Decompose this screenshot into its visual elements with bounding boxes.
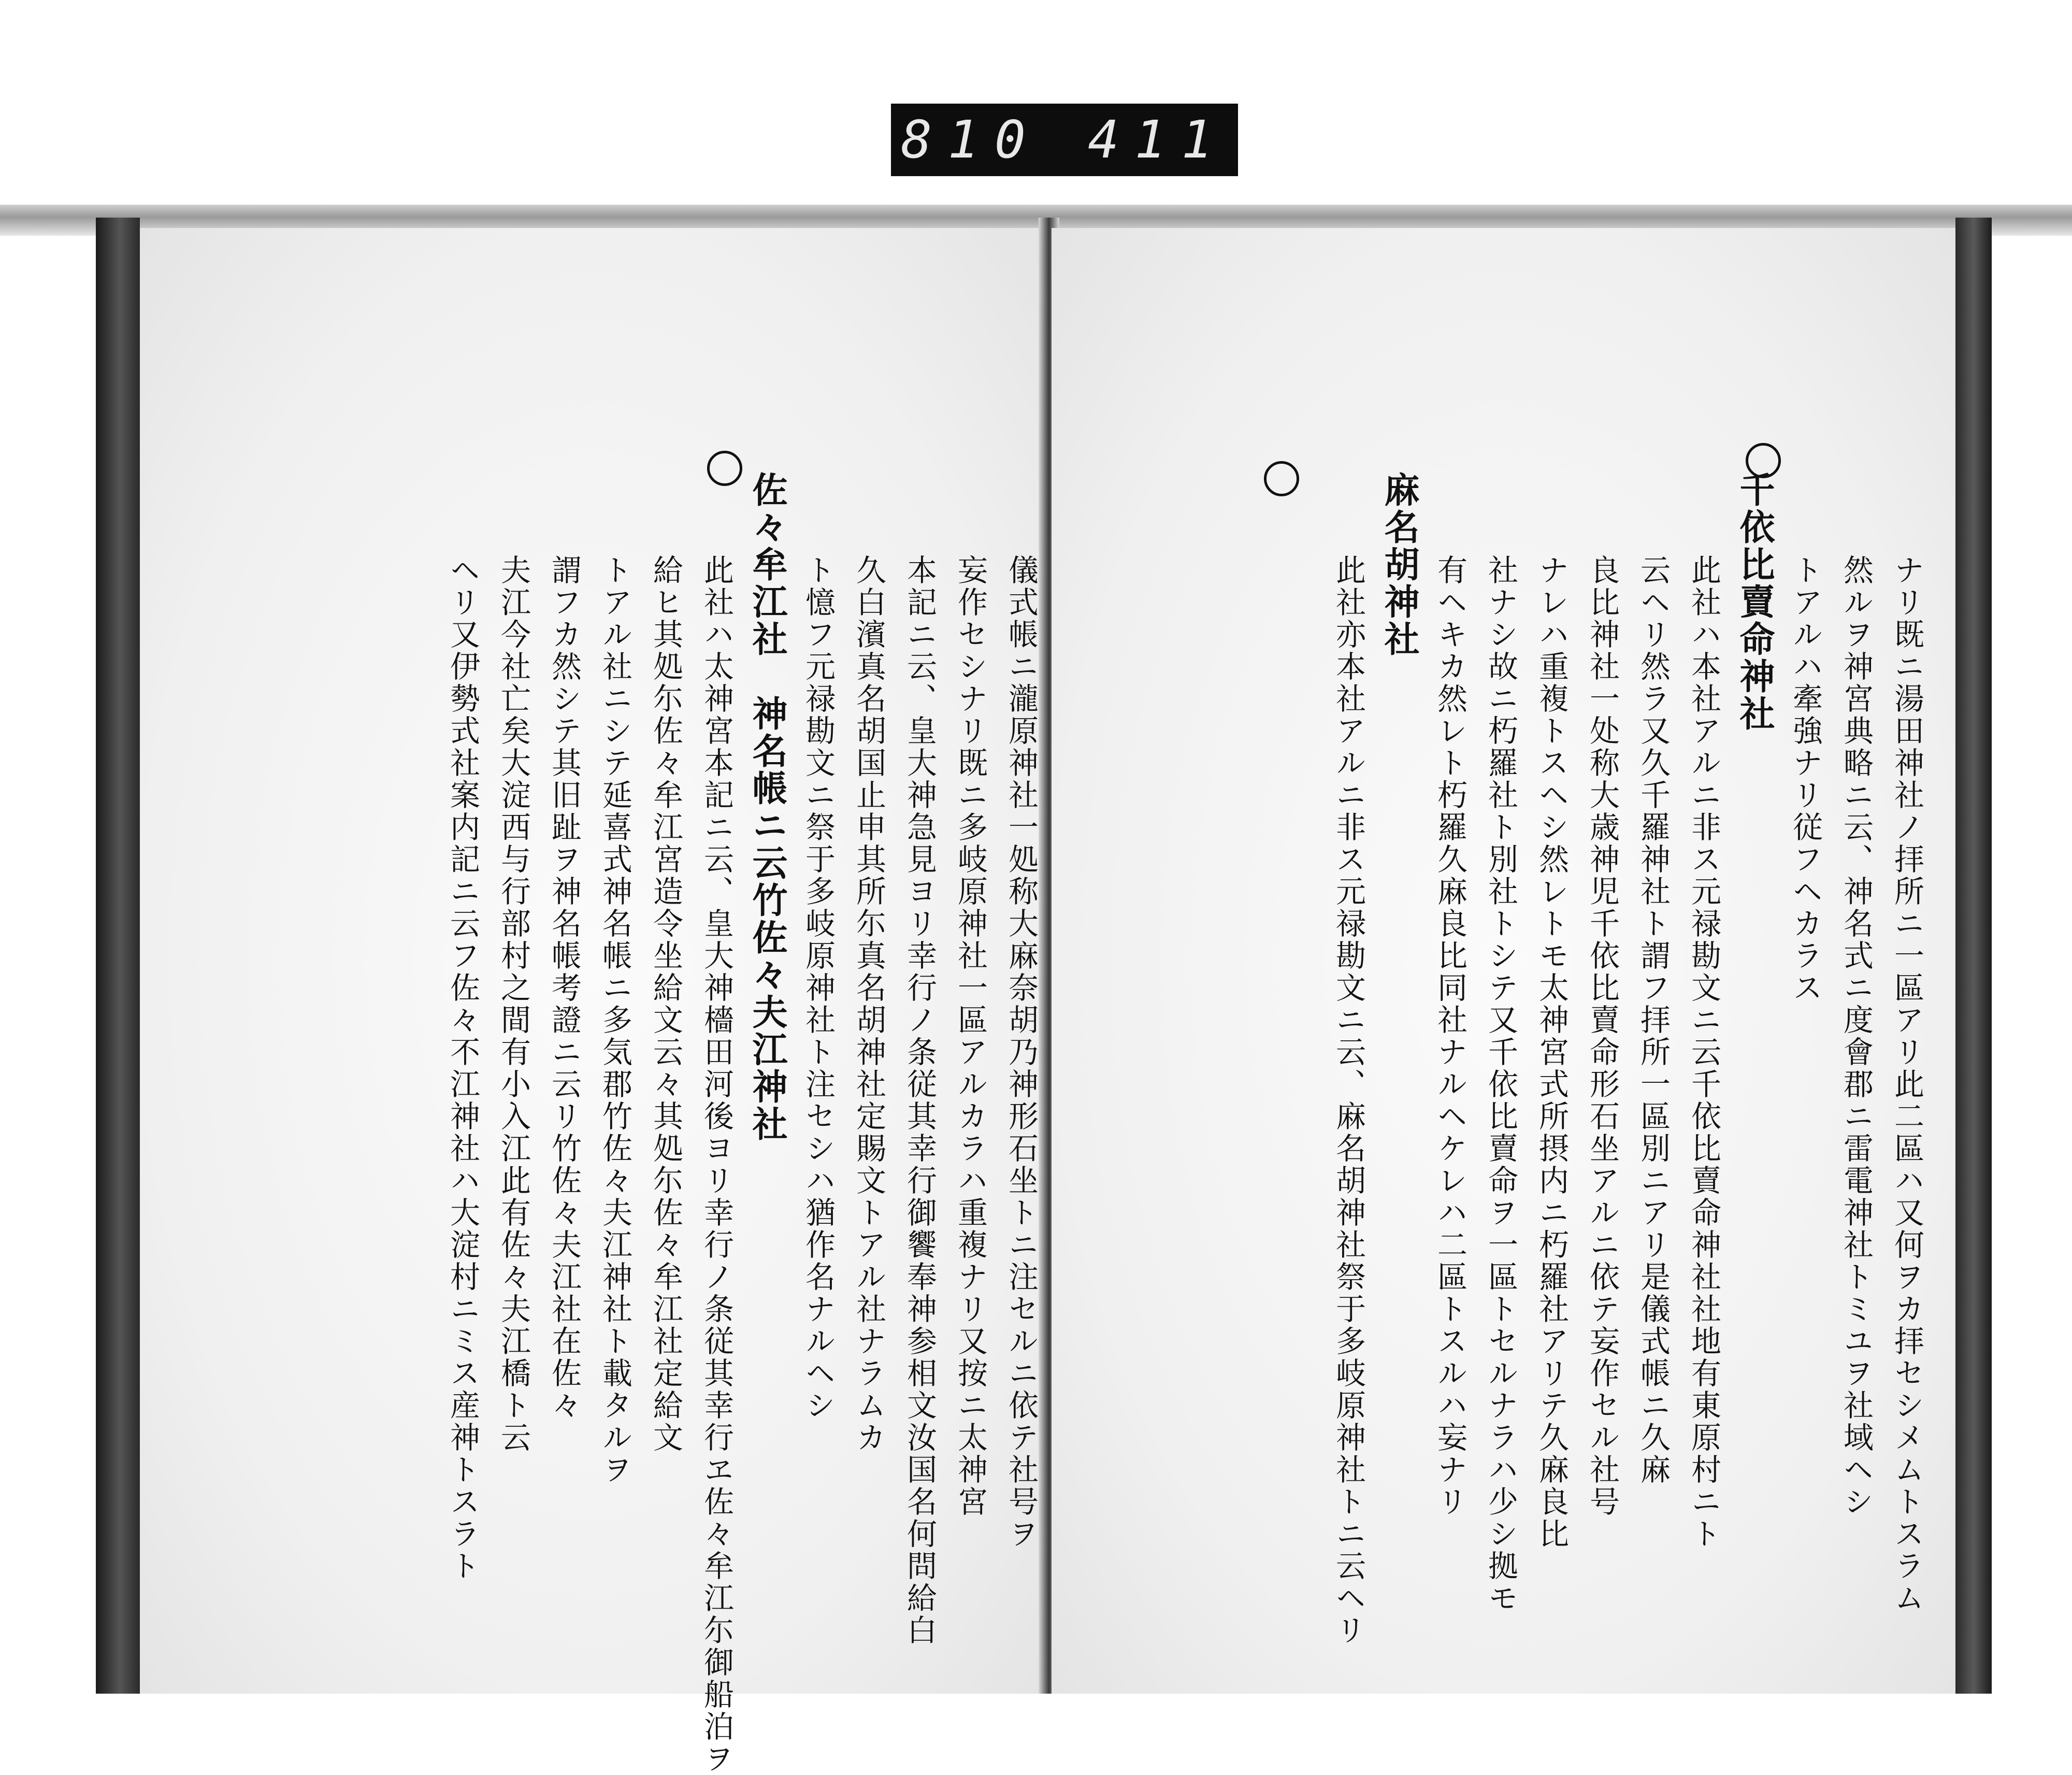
text-column: ト憶フ元禄勘文ニ祭于多岐原神社ト注セシハ猶作名ナルヘシ <box>800 554 836 1422</box>
left-page <box>140 228 1046 1775</box>
book-cover-right <box>1955 218 1992 1694</box>
text-column: トアル社ニシテ延喜式神名帳ニ多気郡竹佐々夫江神社ト載タルヲ <box>597 554 632 1486</box>
text-column: 妄作セシナリ既ニ多岐原神社一區アルカラハ重複ナリ又按ニ太神宮 <box>953 554 988 1518</box>
text-column: 社ナシ故ニ朽羅社ト別社トシテ又千依比賣命ヲ一區トセルナラハ少シ拠モ <box>1483 554 1518 1614</box>
text-column: 云ヘリ然ラ又久千羅神社ト謂フ拝所一區別ニアリ是儀式帳ニ久麻 <box>1635 554 1671 1486</box>
text-column: 本記ニ云、皇大神急見ヨリ幸行ノ条従其幸行御饗奉神参相文汝国名何問給白 <box>902 554 937 1647</box>
section-heading: 千依比賣命神社 <box>1734 471 1775 733</box>
book-cover-left <box>96 218 140 1694</box>
open-book <box>96 218 1992 1775</box>
text-column: 此社亦本社アルニ非ス元禄勘文ニ云、麻名胡神社祭于多岐原神社トニ云ヘリ <box>1331 554 1366 1647</box>
text-column: 儀式帳ニ瀧原神社一処称大麻奈胡乃神形石坐トニ注セルニ依テ社号ヲ <box>1003 554 1039 1550</box>
text-column: 久白濱真名胡国止申其所尓真名胡神社定賜文トアル社ナラムカ <box>851 554 886 1454</box>
right-page-text <box>1072 228 1932 1694</box>
text-column: 良比神社一处称大歳神児千依比賣命形石坐アルニ依テ妄作セル社号 <box>1585 554 1620 1518</box>
text-column: ナリ既ニ湯田神社ノ拝所ニ一區アリ此二區ハ又何ヲカ拝セシメムトスラム <box>1889 554 1924 1614</box>
section-heading: 麻名胡神社 <box>1378 471 1420 658</box>
circle-marker-icon <box>1264 461 1299 496</box>
text-column: 謂フカ然シテ其旧趾ヲ神名帳考證ニ云リ竹佐々夫江社在佐々 <box>546 554 582 1422</box>
text-column: 此社ハ本社アルニ非ス元禄勘文ニ云千依比賣命神社社地有東原村ニト <box>1686 554 1721 1550</box>
left-page-text <box>197 228 1046 1775</box>
text-column: 有ヘキカ然レト朽羅久麻良比同社ナルヘケレハ二區トスルハ妄ナリ <box>1432 554 1467 1518</box>
circle-marker-icon <box>707 451 742 486</box>
circle-marker-icon <box>1746 443 1781 478</box>
page-id-label: 810 411 <box>891 104 1238 176</box>
text-column: ナレハ重複トスヘシ然レトモ太神宮式所摂内ニ朽羅社アリテ久麻良比 <box>1534 554 1569 1550</box>
section-heading: 佐々牟江社 神名帳ニ云竹佐々夫江神社 <box>746 471 788 1143</box>
text-column: トアルハ牽強ナリ従フヘカラス <box>1788 554 1823 1004</box>
right-page <box>1052 228 1955 1694</box>
text-column: 然ルヲ神宮典略ニ云、神名式ニ度會郡ニ雷電神社トミユヲ社域ヘシ <box>1838 554 1874 1518</box>
text-column: 給ヒ其処尓佐々牟江宮造令坐給文云々其処尓佐々牟江社定給文 <box>648 554 683 1454</box>
text-column: 此社ハ太神宮本記ニ云、皇大神檣田河後ヨリ幸行ノ条従其幸行ヱ佐々牟江尓御船泊ヲ <box>699 554 734 1775</box>
text-column: ヘリ又伊勢式社案内記ニ云フ佐々不江神社ハ大淀村ニミス産神トスラト <box>445 554 480 1582</box>
text-column: 夫江今社亡矣大淀西与行部村之間有小入江此有佐々夫江橋ト云 <box>496 554 531 1454</box>
